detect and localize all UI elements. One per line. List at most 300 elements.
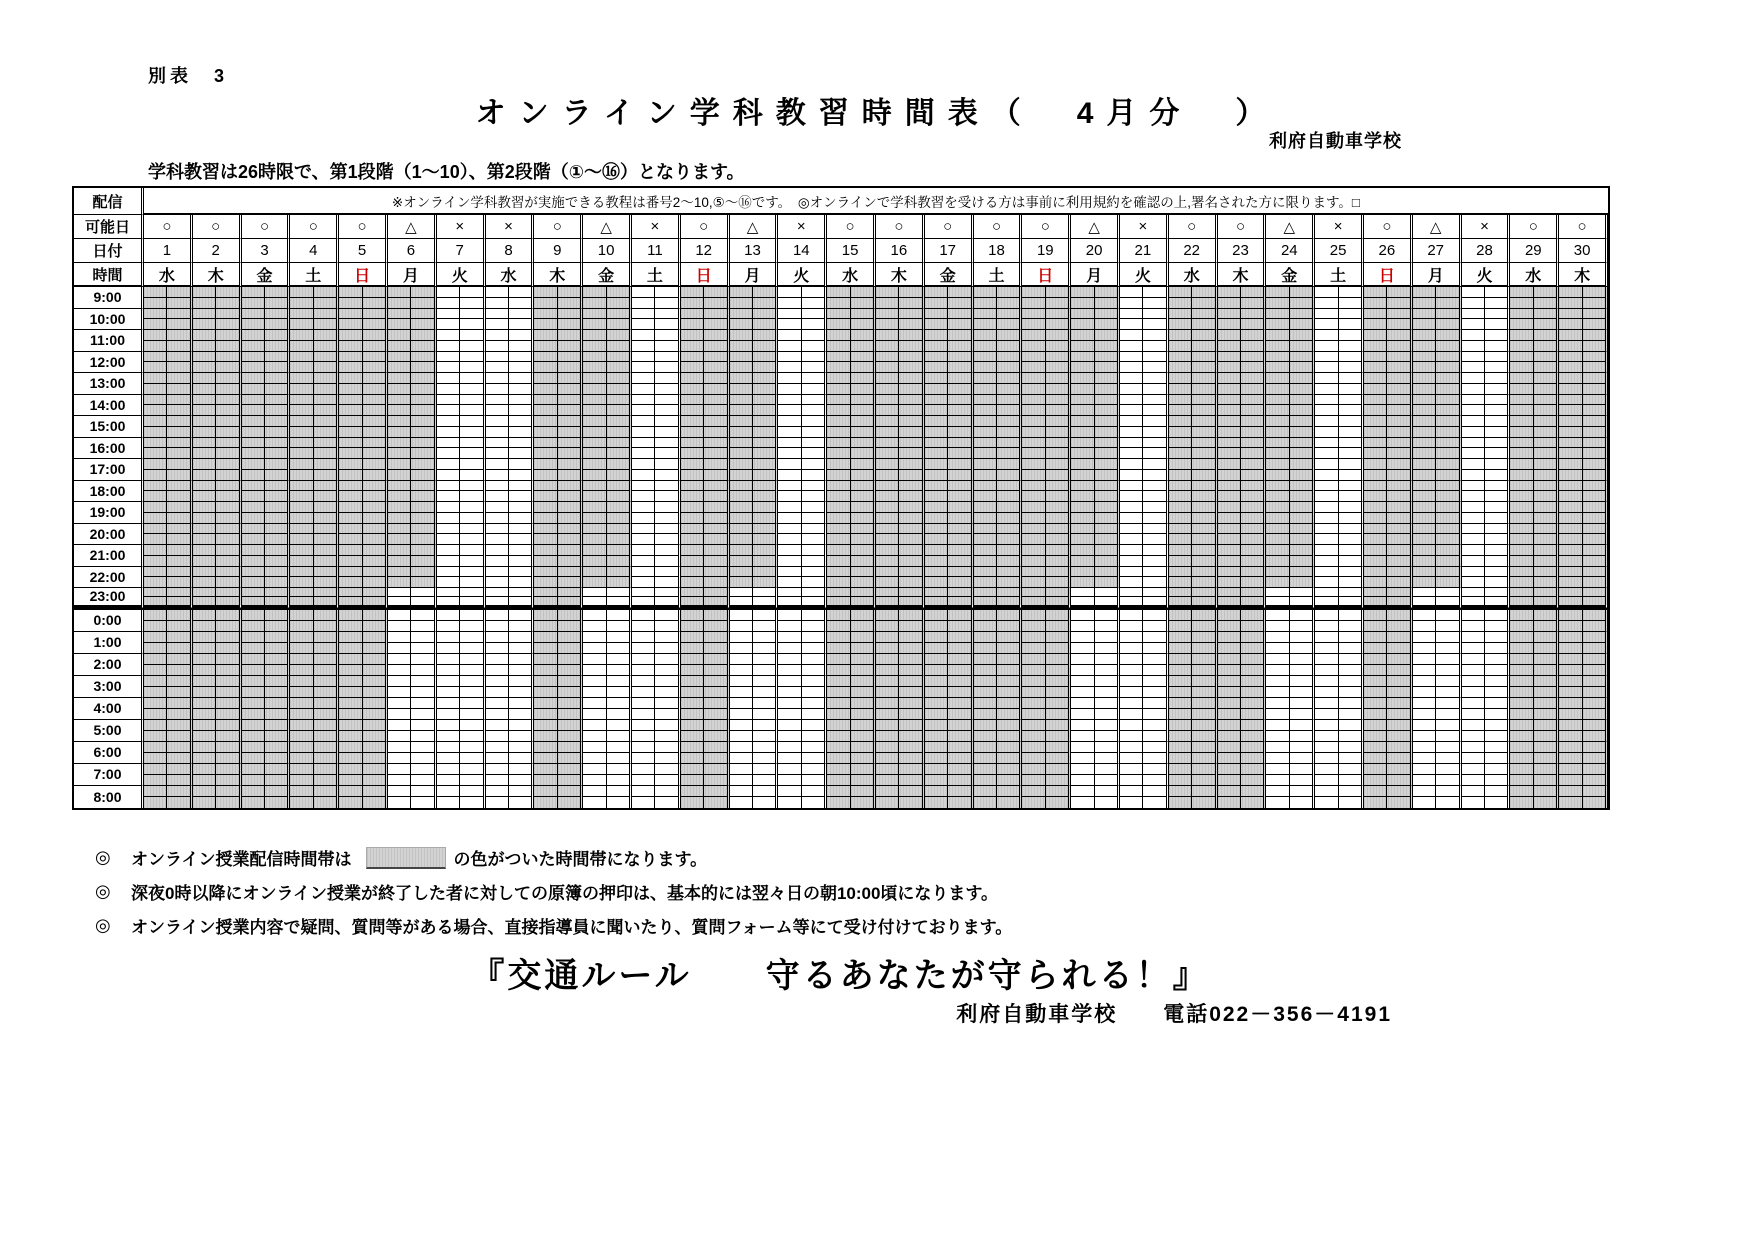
slot-cell <box>193 395 242 417</box>
slot-cell <box>193 610 242 632</box>
slot-cell <box>144 502 193 524</box>
slot-cell <box>144 373 193 395</box>
slot-cell <box>1022 632 1071 654</box>
schedule-table <box>72 186 1610 810</box>
day-of-week: 火 <box>437 263 486 287</box>
slot-cell <box>1559 502 1608 524</box>
slot-cell <box>1510 373 1559 395</box>
date-number: 9 <box>534 239 583 263</box>
slot-cell <box>632 287 681 309</box>
slot-cell <box>1071 395 1120 417</box>
slot-cell <box>876 395 925 417</box>
slot-cell <box>1218 524 1267 546</box>
slot-cell <box>1169 459 1218 481</box>
day-of-week: 木 <box>193 263 242 287</box>
slot-cell <box>1364 287 1413 309</box>
slot-cell <box>242 438 291 460</box>
slot-cell <box>1364 632 1413 654</box>
slot-cell <box>388 698 437 720</box>
slot-cell <box>1120 676 1169 698</box>
slot-cell <box>583 545 632 567</box>
slot-cell <box>632 524 681 546</box>
slot-cell <box>242 330 291 352</box>
slot-cell <box>144 438 193 460</box>
slot-cell <box>534 786 583 808</box>
table-header-note: ※オンライン学科教習が実施できる教程は番号2～10,⑤～⑯です。 ◎オンラインで学科教習を受ける方は事前に利用規約を確認の上,署名された方に限ります。□ <box>144 188 1608 215</box>
day-of-week: 金 <box>242 263 291 287</box>
slot-cell <box>583 786 632 808</box>
slot-cell <box>388 287 437 309</box>
slot-cell <box>730 416 779 438</box>
slot-cell <box>437 309 486 331</box>
slot-cell <box>534 395 583 417</box>
slot-cell <box>925 395 974 417</box>
slot-cell <box>827 588 876 610</box>
slot-cell <box>193 786 242 808</box>
slot-cell <box>827 764 876 786</box>
slot-cell <box>632 588 681 610</box>
date-number: 19 <box>1022 239 1071 263</box>
slot-cell <box>339 588 388 610</box>
slot-cell <box>974 786 1023 808</box>
slot-cell <box>486 676 535 698</box>
slot-cell <box>193 764 242 786</box>
availability-symbol: ○ <box>1559 215 1608 239</box>
slot-cell <box>1315 416 1364 438</box>
double-circle-bullet-icon: ◎ <box>95 881 111 901</box>
day-of-week: 金 <box>583 263 632 287</box>
slot-cell <box>1120 352 1169 374</box>
slot-cell <box>1364 588 1413 610</box>
time-label: 20:00 <box>74 524 144 546</box>
slot-cell <box>1266 524 1315 546</box>
slot-cell <box>437 764 486 786</box>
slot-cell <box>730 610 779 632</box>
slot-cell <box>827 373 876 395</box>
slot-cell <box>339 352 388 374</box>
slot-cell <box>1510 524 1559 546</box>
slot-cell <box>1266 567 1315 589</box>
slot-cell <box>1315 676 1364 698</box>
slot-cell <box>632 481 681 503</box>
date-number: 21 <box>1120 239 1169 263</box>
slot-cell <box>1413 309 1462 331</box>
slot-cell <box>144 330 193 352</box>
time-label: 11:00 <box>74 330 144 352</box>
slot-cell <box>778 416 827 438</box>
slot-cell <box>1364 524 1413 546</box>
slot-cell <box>632 352 681 374</box>
day-of-week: 木 <box>1218 263 1267 287</box>
date-number: 22 <box>1169 239 1218 263</box>
slot-cell <box>534 352 583 374</box>
slot-cell <box>339 610 388 632</box>
slot-cell <box>1266 502 1315 524</box>
slot-cell <box>388 742 437 764</box>
slot-cell <box>242 524 291 546</box>
date-number: 24 <box>1266 239 1315 263</box>
slot-cell <box>1510 330 1559 352</box>
footnote-legend-text-before: オンライン授業配信時間帯は <box>131 850 352 869</box>
slot-cell <box>1364 742 1413 764</box>
slot-cell <box>778 287 827 309</box>
slot-cell <box>1266 373 1315 395</box>
slot-cell <box>681 438 730 460</box>
slot-cell <box>730 524 779 546</box>
slot-cell <box>925 545 974 567</box>
slot-cell <box>730 632 779 654</box>
slot-cell <box>925 588 974 610</box>
slot-cell <box>144 764 193 786</box>
slot-cell <box>242 720 291 742</box>
slot-cell <box>242 416 291 438</box>
slot-cell <box>1559 698 1608 720</box>
slot-cell <box>681 309 730 331</box>
slot-cell <box>1315 481 1364 503</box>
slot-cell <box>388 330 437 352</box>
slot-cell <box>583 720 632 742</box>
slot-cell <box>534 545 583 567</box>
slot-cell <box>681 481 730 503</box>
slot-cell <box>1169 632 1218 654</box>
slot-cell <box>583 567 632 589</box>
slot-cell <box>1559 373 1608 395</box>
slot-cell <box>242 610 291 632</box>
slot-cell <box>1071 330 1120 352</box>
footnote-legend-text-after: の色がついた時間帯になります。 <box>453 850 708 869</box>
slot-cell <box>1218 610 1267 632</box>
slot-cell <box>876 588 925 610</box>
slot-cell <box>534 742 583 764</box>
slot-cell <box>534 567 583 589</box>
slot-cell <box>1266 676 1315 698</box>
slot-cell <box>974 742 1023 764</box>
slot-cell <box>1266 395 1315 417</box>
day-of-week: 土 <box>632 263 681 287</box>
slot-cell <box>583 438 632 460</box>
slot-cell <box>1120 720 1169 742</box>
slot-cell <box>1315 330 1364 352</box>
slot-cell <box>925 352 974 374</box>
availability-symbol: ○ <box>925 215 974 239</box>
day-of-week: 日 <box>1364 263 1413 287</box>
slot-cell <box>437 459 486 481</box>
slot-cell <box>388 502 437 524</box>
slot-cell <box>778 502 827 524</box>
slot-cell <box>1169 373 1218 395</box>
slot-cell <box>242 373 291 395</box>
slot-cell <box>388 764 437 786</box>
slot-cell <box>925 567 974 589</box>
slot-cell <box>1169 287 1218 309</box>
slot-cell <box>730 330 779 352</box>
slot-cell <box>290 438 339 460</box>
slot-cell <box>1315 786 1364 808</box>
slot-cell <box>827 654 876 676</box>
slot-cell <box>290 610 339 632</box>
slot-cell <box>1462 395 1511 417</box>
day-of-week: 月 <box>1071 263 1120 287</box>
slot-cell <box>290 416 339 438</box>
slot-cell <box>1266 632 1315 654</box>
slot-cell <box>1120 459 1169 481</box>
slot-cell <box>1462 287 1511 309</box>
availability-symbol: ○ <box>681 215 730 239</box>
slot-cell <box>827 287 876 309</box>
slot-cell <box>681 588 730 610</box>
slot-cell <box>1071 287 1120 309</box>
slot-cell <box>1364 786 1413 808</box>
time-label: 4:00 <box>74 698 144 720</box>
availability-symbol: × <box>778 215 827 239</box>
slot-cell <box>1120 309 1169 331</box>
slot-cell <box>925 610 974 632</box>
slot-cell <box>1510 654 1559 676</box>
slot-cell <box>778 632 827 654</box>
slot-cell <box>778 764 827 786</box>
slot-cell <box>437 416 486 438</box>
slot-cell <box>876 459 925 481</box>
slot-cell <box>974 502 1023 524</box>
slot-cell <box>339 502 388 524</box>
slot-cell <box>1169 698 1218 720</box>
day-of-week: 水 <box>827 263 876 287</box>
time-label: 14:00 <box>74 395 144 417</box>
slot-cell <box>1315 352 1364 374</box>
slot-cell <box>1364 481 1413 503</box>
row-label-date: 日付 <box>74 239 144 263</box>
slot-cell <box>1462 352 1511 374</box>
slot-cell <box>1413 764 1462 786</box>
slot-cell <box>974 287 1023 309</box>
slot-cell <box>1510 352 1559 374</box>
slot-cell <box>778 330 827 352</box>
slot-cell <box>1022 395 1071 417</box>
slot-cell <box>974 764 1023 786</box>
slot-cell <box>339 567 388 589</box>
time-label: 17:00 <box>74 459 144 481</box>
date-number: 8 <box>486 239 535 263</box>
slot-cell <box>1559 588 1608 610</box>
slot-cell <box>193 698 242 720</box>
day-of-week: 木 <box>534 263 583 287</box>
slot-cell <box>583 610 632 632</box>
slot-cell <box>1169 545 1218 567</box>
slot-cell <box>1022 764 1071 786</box>
slot-cell <box>1022 502 1071 524</box>
slot-cell <box>1218 676 1267 698</box>
slot-cell <box>681 676 730 698</box>
slot-cell <box>1462 720 1511 742</box>
slot-cell <box>534 698 583 720</box>
slot-cell <box>1510 545 1559 567</box>
slot-cell <box>486 742 535 764</box>
slot-cell <box>1169 395 1218 417</box>
slot-cell <box>1266 588 1315 610</box>
slot-cell <box>486 654 535 676</box>
slot-cell <box>925 720 974 742</box>
slot-cell <box>534 416 583 438</box>
slot-cell <box>1169 524 1218 546</box>
slot-cell <box>925 416 974 438</box>
slot-cell <box>1462 654 1511 676</box>
slot-cell <box>1022 610 1071 632</box>
slot-cell <box>437 588 486 610</box>
slot-cell <box>1315 395 1364 417</box>
slot-cell <box>437 287 486 309</box>
slot-cell <box>1510 610 1559 632</box>
slot-cell <box>925 373 974 395</box>
time-label: 13:00 <box>74 373 144 395</box>
footnotes <box>95 845 1012 947</box>
slot-cell <box>1071 654 1120 676</box>
date-number: 28 <box>1462 239 1511 263</box>
slot-cell <box>1413 786 1462 808</box>
slot-cell <box>1071 459 1120 481</box>
slot-cell <box>876 438 925 460</box>
slot-cell <box>827 481 876 503</box>
slot-cell <box>1559 786 1608 808</box>
slot-cell <box>974 309 1023 331</box>
slot-cell <box>486 524 535 546</box>
slot-cell <box>974 567 1023 589</box>
slot-cell <box>1218 502 1267 524</box>
slot-cell <box>1462 698 1511 720</box>
slot-cell <box>242 786 291 808</box>
slot-cell <box>144 524 193 546</box>
slot-cell <box>730 438 779 460</box>
slot-cell <box>1462 567 1511 589</box>
slot-cell <box>827 567 876 589</box>
slot-cell <box>1462 416 1511 438</box>
date-number: 1 <box>144 239 193 263</box>
slot-cell <box>1169 786 1218 808</box>
slot-cell <box>1413 545 1462 567</box>
slot-cell <box>827 786 876 808</box>
slot-cell <box>1315 309 1364 331</box>
slot-cell <box>388 481 437 503</box>
slot-cell <box>876 502 925 524</box>
slot-cell <box>730 287 779 309</box>
slot-cell <box>1169 654 1218 676</box>
date-number: 30 <box>1559 239 1608 263</box>
time-label: 15:00 <box>74 416 144 438</box>
time-label: 16:00 <box>74 438 144 460</box>
availability-symbol: × <box>632 215 681 239</box>
slot-cell <box>290 459 339 481</box>
availability-symbol: ○ <box>339 215 388 239</box>
date-number: 12 <box>681 239 730 263</box>
slot-cell <box>534 588 583 610</box>
slot-cell <box>144 481 193 503</box>
slot-cell <box>193 459 242 481</box>
slot-cell <box>583 524 632 546</box>
date-number: 6 <box>388 239 437 263</box>
slot-cell <box>339 395 388 417</box>
slot-cell <box>1120 742 1169 764</box>
slot-cell <box>1266 481 1315 503</box>
slot-cell <box>1462 438 1511 460</box>
slot-cell <box>1120 438 1169 460</box>
slot-cell <box>778 545 827 567</box>
slot-cell <box>1559 309 1608 331</box>
slot-cell <box>437 481 486 503</box>
slot-cell <box>583 459 632 481</box>
availability-symbol: ○ <box>1022 215 1071 239</box>
slot-cell <box>1218 416 1267 438</box>
availability-symbol: ○ <box>1364 215 1413 239</box>
slot-cell <box>339 786 388 808</box>
slot-cell <box>632 764 681 786</box>
slot-cell <box>1120 632 1169 654</box>
slot-cell <box>193 481 242 503</box>
slot-cell <box>1266 352 1315 374</box>
day-of-week: 火 <box>1462 263 1511 287</box>
slot-cell <box>681 632 730 654</box>
slot-cell <box>1218 742 1267 764</box>
slot-cell <box>486 588 535 610</box>
slot-cell <box>534 309 583 331</box>
slot-cell <box>388 373 437 395</box>
slot-cell <box>1218 309 1267 331</box>
time-label: 6:00 <box>74 742 144 764</box>
slot-cell <box>437 545 486 567</box>
slot-cell <box>1071 676 1120 698</box>
slot-cell <box>339 698 388 720</box>
slot-cell <box>974 610 1023 632</box>
slot-cell <box>1120 330 1169 352</box>
slot-cell <box>486 395 535 417</box>
slot-cell <box>193 416 242 438</box>
slot-cell <box>144 545 193 567</box>
availability-symbol: ○ <box>827 215 876 239</box>
slot-cell <box>1120 395 1169 417</box>
slot-cell <box>486 502 535 524</box>
slot-cell <box>925 481 974 503</box>
slot-cell <box>1413 287 1462 309</box>
slot-cell <box>1071 309 1120 331</box>
slot-cell <box>583 416 632 438</box>
slot-cell <box>1413 330 1462 352</box>
slot-cell <box>242 352 291 374</box>
footnote-questions-text: オンライン授業内容で疑問、質問等がある場合、直接指導員に聞いたり、質問フォーム等にて受け付けております。 <box>131 918 1013 937</box>
slot-cell <box>144 309 193 331</box>
slot-cell <box>974 698 1023 720</box>
slot-cell <box>144 588 193 610</box>
slot-cell <box>1266 545 1315 567</box>
slot-cell <box>1315 698 1364 720</box>
slot-cell <box>1364 395 1413 417</box>
slot-cell <box>1071 588 1120 610</box>
time-label: 21:00 <box>74 545 144 567</box>
slot-cell <box>1169 438 1218 460</box>
slot-cell <box>1120 524 1169 546</box>
footnote-legend <box>95 845 1012 870</box>
slot-cell <box>778 459 827 481</box>
slot-cell <box>1315 567 1364 589</box>
slot-cell <box>144 352 193 374</box>
slot-cell <box>1120 481 1169 503</box>
slot-cell <box>1022 373 1071 395</box>
slot-cell <box>486 438 535 460</box>
slot-cell <box>1413 481 1462 503</box>
slot-cell <box>876 481 925 503</box>
slot-cell <box>486 698 535 720</box>
slot-cell <box>1071 524 1120 546</box>
slot-cell <box>925 786 974 808</box>
slot-cell <box>778 676 827 698</box>
slot-cell <box>1120 502 1169 524</box>
